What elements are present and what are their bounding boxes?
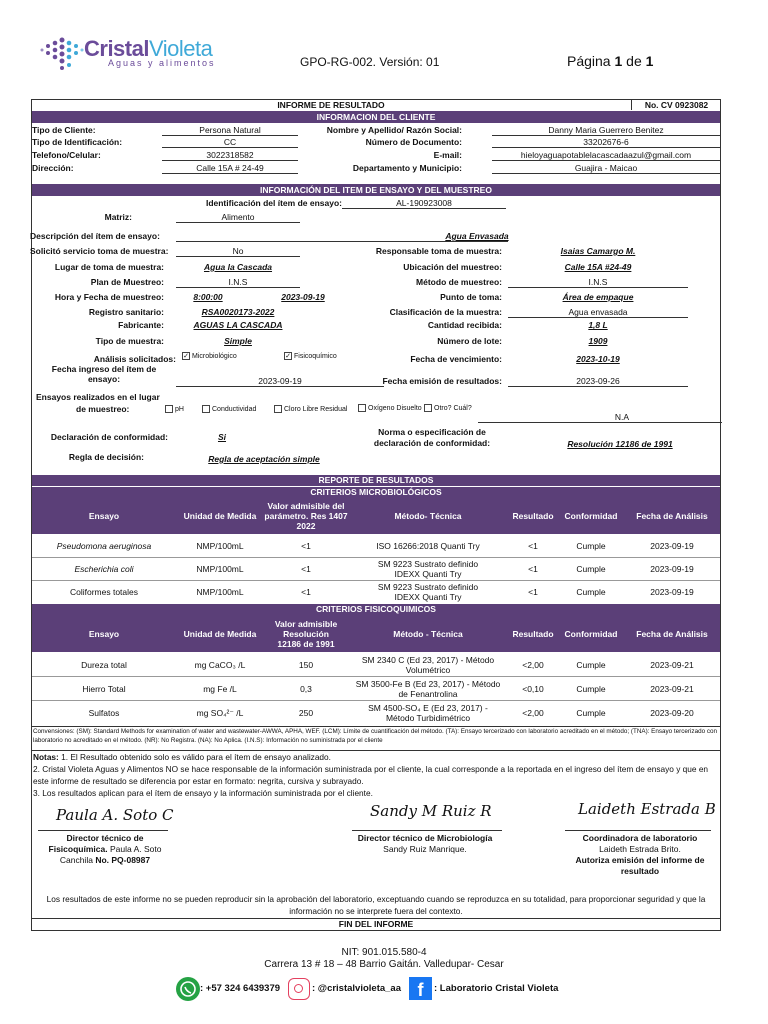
whatsapp-icon[interactable]: [176, 977, 200, 1001]
report-number: No. CV 0923082: [631, 100, 721, 110]
client-info: Tipo de Cliente: Persona Natural Nombre y Apellido/ Razón Social: Danny Maria Guerrero Benitez Tipo de Identificación: CC Número de Documento: 33202676-6 Telefono/Celular: 3022318582 E-mail: hieloyaguapotablelacascadaazul@gmail.com Dirección: Calle 15A # 24-49 Departamento y Municipio: Guajira - Maicao: [32, 124, 720, 176]
checkbox-checked-icon: ✓: [183, 353, 189, 360]
disclaimer: Los resultados de este informe no se pueden reproducir sin la aprobación del laboratorio, exceptuando cuando se reproduzca en su totalidad, para proporcionar seguridad y que la información no se interprete fuera del contexto.: [46, 894, 706, 916]
fisico-table-body: [32, 653, 720, 725]
end-of-report: FIN DEL INFORME: [338, 919, 414, 929]
facebook-icon[interactable]: f: [409, 977, 432, 1000]
signature-2: Sandy M Ruiz R: [370, 802, 492, 820]
brand-tagline: Aguas y alimentos: [108, 58, 216, 68]
report-title: INFORME DE RESULTADO: [277, 100, 385, 110]
opt-conductividad-checkbox[interactable]: Conductividad: [202, 405, 256, 413]
footer-phone: : +57 324 6439379: [200, 983, 281, 994]
conventions-text: Convensiones: (SM): Standard Methods for examination of water and wastewater-AWWA, APHA, WEF. (LCM): Límite de cuantificación del método. (TA): Ensayo tercerizado con laboratorio acreditado en el método; (TNA): Ensayo tercerizado con laboratorio no acreditado en el método. (NR): No Registra. (NA): No Aplica. (I.N.S): Información no suministrada por el cliente: [33, 728, 717, 744]
company-logo: [36, 34, 236, 80]
footer-address: Carrera 13 # 18 – 48 Barrio Gaitán. Valledupar- Cesar: [264, 959, 504, 970]
analisis-micro-checkbox[interactable]: ✓ Microbiológico: [183, 352, 237, 360]
micro-table-header: Ensayo Unidad de Medida Valor admisible del parámetro. Res 1407 2022 Método- Técnica Resultado Conformidad Fecha de Análisis: [32, 498, 720, 534]
doc-code: GPO-RG-002. Versión: 01: [300, 55, 440, 69]
table-row: Coliformes totales NMP/100mL <1 SM 9223 Sustrato definido IDEXX Quanti Try <1 Cumple 2023-09-19: [69, 582, 694, 602]
footer-facebook: : Laboratorio Cristal Violeta: [434, 983, 559, 994]
opt-ph-checkbox[interactable]: pH: [165, 405, 184, 413]
opt-oxigeno-checkbox[interactable]: Oxígeno Disuelto: [358, 404, 422, 412]
fisico-criteria-header: CRITERIOS FISICOQUIMICOS: [32, 604, 720, 615]
fisico-table-header: Ensayo Unidad de Medida Valor admisible Resolución 12186 de 1991 Método - Técnica Resultado Conformidad Fecha de Análisis: [32, 615, 720, 652]
table-row: Pseudomona aeruginosa NMP/100mL <1 ISO 16266:2018 Quanti Try <1 Cumple 2023-09-19: [56, 541, 694, 551]
brand-name: CristalVioleta: [84, 36, 213, 61]
page-indicator: Página 1 de 1: [567, 53, 654, 69]
client-section-header: INFORMACION DEL CLIENTE: [32, 111, 720, 123]
sample-info: Identificación del ítem de ensayo: AL-190923008 Matriz: Alimento Descripción del ítem de ensayo: Agua Envasada Solicitó servicio toma de muestra: No Responsable toma de muestra: Isaias Camargo M. Lugar de toma de muestra: Agua la Cascada Ubicación del muestreo: Calle 15A #24-49 Plan de Muestreo: I.N.S Método de muestreo: I.N.S Hora y Fecha de muestreo: 8:00:00 2023-09-19 Punto de toma: Área de empaque Registro sanitario: RSA0020173-2022 Clasificación de la muestra: Agua envasada Fabricante: AGUAS LA CASCADA Cantidad recibida: 1,8 L Tipo de muestra: Simple Número de lote: 1909 Análisis solicitados: ✓ Microbiológico ✓ Fisicoquímico Fecha de vencimiento: 2023-10-19 Fecha ingreso del ítem de ensayo: 2023-09-19 Fecha emisión de resultados: 2023-09-26 Ensayos realizados en el lugar de muestreo: pH Conductividad Cloro Libre Residual Oxígeno Disuelto Otro? Cuál? N.A Declaración de conformidad: Si Norma o especificación de declaración de conformidad: Resolución 12186 de 1991 Regla de decisión: Regla de aceptación simple: [32, 196, 720, 468]
table-row: Escherichia coli NMP/100mL <1 SM 9223 Sustrato definido IDEXX Quanti Try <1 Cumple 2023-09-19: [74, 559, 694, 579]
logo-dots-icon: [36, 34, 88, 80]
footer-nit: NIT: 901.015.580-4: [341, 947, 427, 958]
instagram-icon[interactable]: [288, 978, 310, 1000]
checkbox-checked-icon: ✓: [285, 353, 291, 360]
signer-3: Coordinadora de laboratorio Laideth Estrada Brito. Autoriza emisión del informe de resultado: [575, 833, 705, 876]
table-row: Dureza total mg CaCO₃ /L 150 SM 2340 C (Ed 23, 2017) - Método Volumétrico <2,00 Cumple 2023-09-21: [81, 654, 694, 675]
signature-3: Laideth Estrada B: [578, 800, 716, 818]
table-row: Sulfatos mg SO₄²⁻ /L 250 SM 4500-SO₄ E (Ed 23, 2017) - Método Turbidimétrico <2,00 Cumple 2023-09-20: [88, 702, 694, 723]
micro-table-body: [32, 535, 720, 603]
micro-criteria-header: CRITERIOS MICROBIOLÓGICOS: [32, 487, 720, 498]
signer-1: Director técnico de Fisicoquímica. Paula A. Soto Canchila No. PQ-08987: [48, 833, 162, 865]
analisis-fisico-checkbox[interactable]: ✓ Fisicoquímico: [285, 352, 337, 360]
signer-2: Director técnico de Microbiología Sandy Ruiz Manrique.: [357, 833, 493, 854]
signature-1: Paula A. Soto C: [56, 806, 174, 824]
opt-cloro-checkbox[interactable]: Cloro Libre Residual: [274, 405, 347, 413]
results-section-header: REPORTE DE RESULTADOS: [32, 475, 720, 486]
opt-otro-checkbox[interactable]: Otro? Cuál?: [424, 404, 472, 412]
notes: Notas: 1. El Resultado obtenido solo es válido para el ítem de ensayo analizado. 2. Cristal Violeta Aguas y Alimentos NO se hace responsable de la información suministrada por el cliente, la cual corresponde a la reportada en el ingreso del ítem de ensayo y que en este informe de resultado se diferencia por estar en formato: negrita, cursiva y subrayado. 3. Los resultados aplican para el ítem de ensayo y la información suministrada por el cliente.: [33, 752, 709, 798]
footer-instagram: : @cristalvioleta_aa: [312, 983, 402, 994]
table-row: Hierro Total mg Fe /L 0,3 SM 3500-Fe B (Ed 23, 2017) - Método de Fenantrolina <0,10 Cumple 2023-09-21: [82, 678, 694, 699]
sample-section-header: INFORMACIÓN DEL ITEM DE ENSAYO Y DEL MUESTREO: [32, 184, 720, 196]
